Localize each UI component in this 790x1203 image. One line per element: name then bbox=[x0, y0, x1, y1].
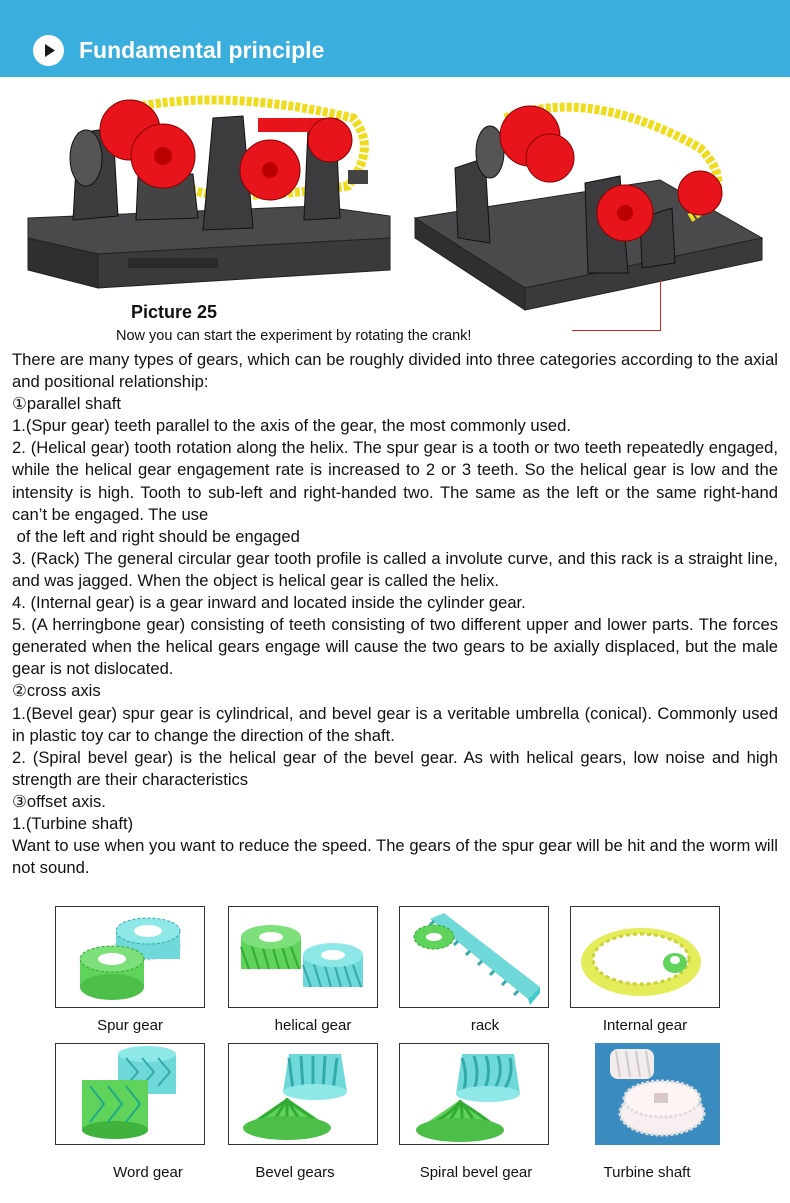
picture-title: Picture 25 bbox=[131, 302, 218, 322]
play-icon bbox=[33, 35, 64, 66]
rack-image bbox=[399, 906, 549, 1008]
callout-line bbox=[572, 280, 661, 331]
paragraph: ②cross axis bbox=[12, 681, 101, 701]
body-text bbox=[12, 349, 778, 879]
internal-gear-image bbox=[570, 906, 720, 1008]
paragraph: 4. (Internal gear) is a gear inward and located inside the cylinder gear. bbox=[12, 593, 526, 613]
paragraph: 2. (Spiral bevel gear) is the helical gear of the bevel gear. As with helical gears, low noise and high strength are their characteristics bbox=[12, 747, 778, 789]
turbine-shaft-image bbox=[570, 1043, 720, 1145]
gear-label: helical gear bbox=[274, 1017, 352, 1034]
header-bar bbox=[0, 0, 790, 77]
gear-label: Bevel gears bbox=[255, 1164, 335, 1181]
paragraph: 1.(Turbine shaft) bbox=[12, 813, 134, 833]
paragraph: ①parallel shaft bbox=[12, 394, 121, 414]
paragraph: 1.(Bevel gear) spur gear is cylindrical, and bevel gear is a veritable umbrella (conical). Commonly used in plastic toy car to change the direction of the shaft. bbox=[12, 703, 778, 745]
paragraph: 1.(Spur gear) teeth parallel to the axis of the gear, the most commonly used. bbox=[12, 416, 571, 436]
gear-label: rack bbox=[470, 1017, 500, 1034]
spur-gear-image bbox=[55, 906, 205, 1008]
picture-caption: Now you can start the experiment by rotating the crank! bbox=[116, 328, 472, 344]
page-title: Fundamental principle bbox=[79, 37, 325, 63]
paragraph: 2. (Helical gear) tooth rotation along the helix. The spur gear is a tooth or two teeth repeatedly engaged, while the helical gear engagement rate is increased to 2 or 3 teeth. So the helical gear is low and the intensity is high. Tooth to sub-left and right-handed two. The same as the left or the same right-hand can’t be engaged. The use bbox=[12, 438, 778, 524]
gear-label: Internal gear bbox=[602, 1017, 688, 1034]
paragraph: of the left and right should be engaged bbox=[12, 526, 300, 546]
paragraph: ③offset axis. bbox=[12, 791, 106, 811]
paragraph: 5. (A herringbone gear) consisting of teeth consisting of two different upper and lower parts. The forces generated when the helical gears engage will cause the two gears to be axially displaced, but the male gear is not dislocated. bbox=[12, 615, 778, 679]
paragraph: 3. (Rack) The general circular gear tooth profile is called a involute curve, and this rack is a straight line, and was jagged. When the object is helical gear is called the helix. bbox=[12, 548, 778, 590]
gear-label: Turbine shaft bbox=[603, 1164, 691, 1181]
gear-label: Spiral bevel gear bbox=[419, 1164, 533, 1181]
gear-machine-illustration-front bbox=[18, 88, 398, 300]
paragraph: Want to use when you want to reduce the speed. The gears of the spur gear will be hit and the worm will not sound. bbox=[12, 836, 778, 878]
bevel-gears-image bbox=[228, 1043, 378, 1145]
gear-label: Spur gear bbox=[97, 1017, 163, 1034]
spiral-bevel-gear-image bbox=[399, 1043, 549, 1145]
word-gear-image bbox=[55, 1043, 205, 1145]
paragraph: There are many types of gears, which can be roughly divided into three categories according to the axial and positional relationship: bbox=[12, 350, 778, 392]
gear-label: Word gear bbox=[113, 1164, 183, 1181]
helical-gear-image bbox=[228, 906, 378, 1008]
